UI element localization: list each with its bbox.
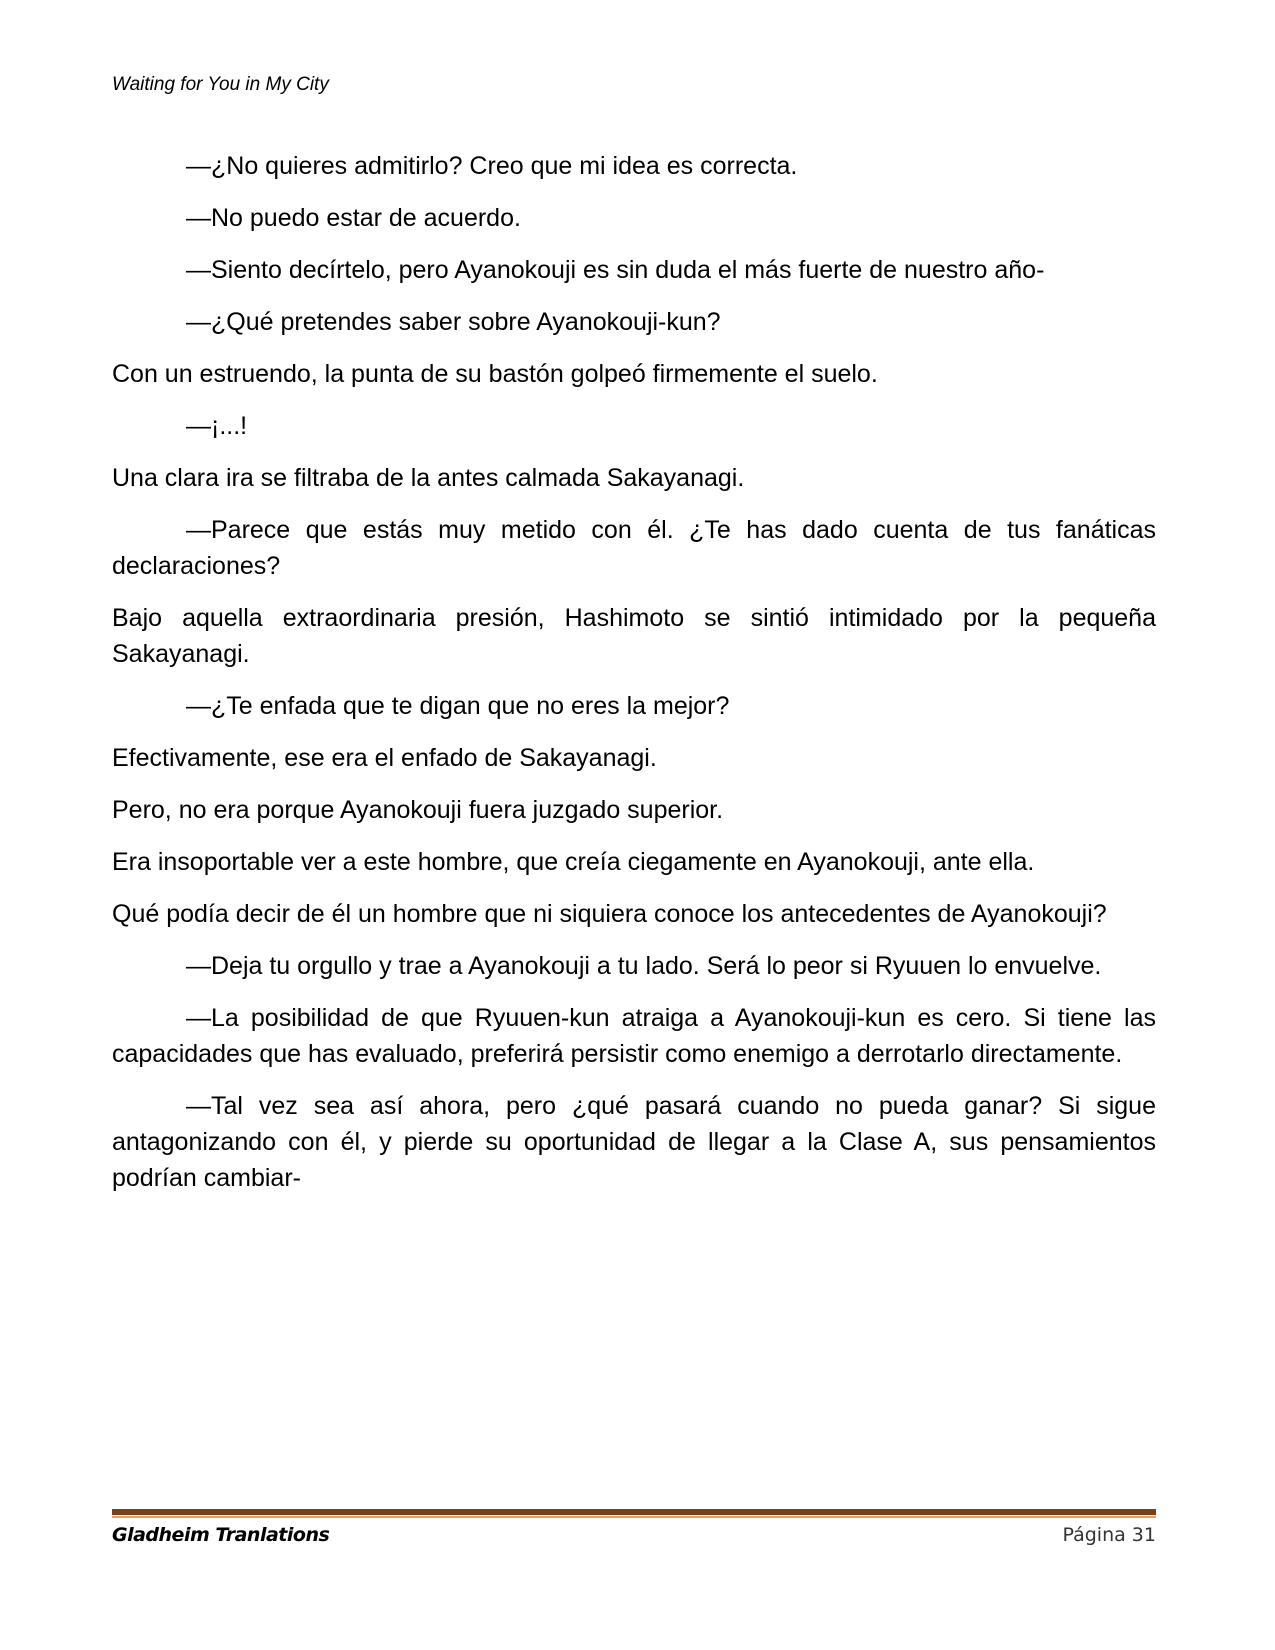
footer-page-number: Página 31 bbox=[1062, 1524, 1156, 1546]
paragraph-dialogue: —La posibilidad de que Ryuuen-kun atraiga a Ayanokouji-kun es cero. Si tiene las capacidades que has evaluado, preferirá persistir como enemigo a derrotarlo directamente. bbox=[112, 1004, 1156, 1068]
paragraph-dialogue: —Tal vez sea así ahora, pero ¿qué pasará cuando no pueda ganar? Si sigue antagonizando con él, y pierde su oportunidad de llegar a la Clase A, sus pensamientos podrían cambiar- bbox=[112, 1092, 1156, 1192]
paragraph-narration: Efectivamente, ese era el enfado de Sakayanagi. bbox=[112, 744, 657, 772]
paragraph-dialogue: —¡...! bbox=[186, 412, 248, 440]
paragraph-dialogue: —No puedo estar de acuerdo. bbox=[186, 204, 521, 232]
paragraph-dialogue: —¿Qué pretendes saber sobre Ayanokouji-kun? bbox=[186, 308, 721, 336]
paragraph-dialogue: —¿No quieres admitirlo? Creo que mi idea es correcta. bbox=[186, 152, 798, 180]
footer-rule bbox=[112, 1509, 1156, 1515]
footer-rule-thin bbox=[112, 1516, 1156, 1518]
paragraph-dialogue: —Deja tu orgullo y trae a Ayanokouji a tu lado. Será lo peor si Ryuuen lo envuelve. bbox=[186, 952, 1102, 980]
running-header-title: Waiting for You in My City bbox=[112, 74, 329, 95]
paragraph-narration: Bajo aquella extraordinaria presión, Hashimoto se sintió intimidado por la pequeña Sakayanagi. bbox=[112, 604, 1156, 668]
paragraph-dialogue: —Siento decírtelo, pero Ayanokouji es sin duda el más fuerte de nuestro año- bbox=[186, 256, 1045, 284]
paragraph-narration: Era insoportable ver a este hombre, que creía ciegamente en Ayanokouji, ante ella. bbox=[112, 848, 1035, 876]
paragraph-narration: Qué podía decir de él un hombre que ni siquiera conoce los antecedentes de Ayanokouji? bbox=[112, 900, 1107, 928]
document-body bbox=[112, 148, 1156, 1212]
paragraph-narration: Pero, no era porque Ayanokouji fuera juzgado superior. bbox=[112, 796, 724, 824]
paragraph-dialogue: —¿Te enfada que te digan que no eres la mejor? bbox=[186, 692, 730, 720]
footer-publisher: Gladheim Tranlations bbox=[112, 1524, 330, 1546]
paragraph-narration: Con un estruendo, la punta de su bastón golpeó firmemente el suelo. bbox=[112, 360, 878, 388]
paragraph-dialogue: —Parece que estás muy metido con él. ¿Te has dado cuenta de tus fanáticas declaraciones? bbox=[112, 516, 1156, 580]
paragraph-narration: Una clara ira se filtraba de la antes calmada Sakayanagi. bbox=[112, 464, 745, 492]
